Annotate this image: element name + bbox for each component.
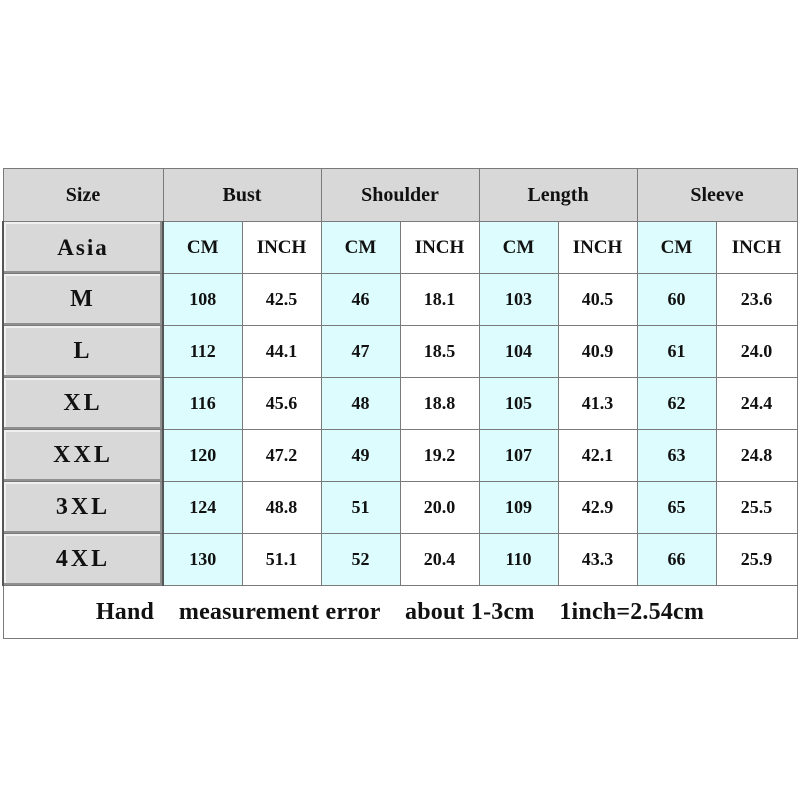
shoulder-cm: 52 [321,534,400,586]
unit-cm: CM [637,222,716,274]
header-sleeve: Sleeve [637,169,797,222]
bust-inch: 51.1 [242,534,321,586]
table-row [3,326,797,378]
sleeve-cm: 62 [637,378,716,430]
header-size: Size [3,169,163,222]
sleeve-cm: 66 [637,534,716,586]
bust-cm: 120 [163,430,242,482]
table-row [3,378,797,430]
bust-inch: 47.2 [242,430,321,482]
shoulder-inch: 18.5 [400,326,479,378]
bust-cm: 116 [163,378,242,430]
shoulder-inch: 18.1 [400,274,479,326]
table-row [3,274,797,326]
unit-inch: INCH [716,222,797,274]
measurement-note: Hand measurement error about 1-3cm 1inch=2.54cm [3,586,797,639]
size-label: XXL [3,430,163,482]
header-bust: Bust [163,169,321,222]
units-row [3,222,797,274]
bust-inch: 44.1 [242,326,321,378]
shoulder-cm: 48 [321,378,400,430]
length-inch: 42.9 [558,482,637,534]
unit-cm: CM [321,222,400,274]
header-row [3,169,797,222]
size-label: M [3,274,163,326]
header-length: Length [479,169,637,222]
header-shoulder: Shoulder [321,169,479,222]
shoulder-cm: 51 [321,482,400,534]
sleeve-cm: 63 [637,430,716,482]
table-row [3,534,797,586]
unit-cm: CM [479,222,558,274]
size-label: L [3,326,163,378]
length-inch: 43.3 [558,534,637,586]
sleeve-inch: 24.4 [716,378,797,430]
length-cm: 104 [479,326,558,378]
sleeve-inch: 24.0 [716,326,797,378]
bust-cm: 112 [163,326,242,378]
bust-inch: 45.6 [242,378,321,430]
length-inch: 41.3 [558,378,637,430]
sleeve-cm: 65 [637,482,716,534]
sleeve-cm: 61 [637,326,716,378]
length-cm: 110 [479,534,558,586]
unit-inch: INCH [242,222,321,274]
table-row [3,430,797,482]
shoulder-inch: 20.4 [400,534,479,586]
size-label: XL [3,378,163,430]
size-label: 3XL [3,482,163,534]
length-cm: 107 [479,430,558,482]
shoulder-inch: 18.8 [400,378,479,430]
sleeve-inch: 25.9 [716,534,797,586]
shoulder-inch: 20.0 [400,482,479,534]
note-row [3,586,797,639]
table-row [3,482,797,534]
sleeve-inch: 24.8 [716,430,797,482]
size-label: 4XL [3,534,163,586]
region-label: Asia [3,222,163,274]
unit-inch: INCH [400,222,479,274]
unit-inch: INCH [558,222,637,274]
shoulder-cm: 49 [321,430,400,482]
length-inch: 42.1 [558,430,637,482]
length-cm: 105 [479,378,558,430]
sleeve-inch: 23.6 [716,274,797,326]
shoulder-inch: 19.2 [400,430,479,482]
length-cm: 103 [479,274,558,326]
length-inch: 40.9 [558,326,637,378]
bust-inch: 48.8 [242,482,321,534]
length-inch: 40.5 [558,274,637,326]
size-chart-table [2,168,798,639]
shoulder-cm: 46 [321,274,400,326]
bust-cm: 130 [163,534,242,586]
bust-cm: 124 [163,482,242,534]
bust-inch: 42.5 [242,274,321,326]
sleeve-cm: 60 [637,274,716,326]
unit-cm: CM [163,222,242,274]
length-cm: 109 [479,482,558,534]
bust-cm: 108 [163,274,242,326]
sleeve-inch: 25.5 [716,482,797,534]
shoulder-cm: 47 [321,326,400,378]
